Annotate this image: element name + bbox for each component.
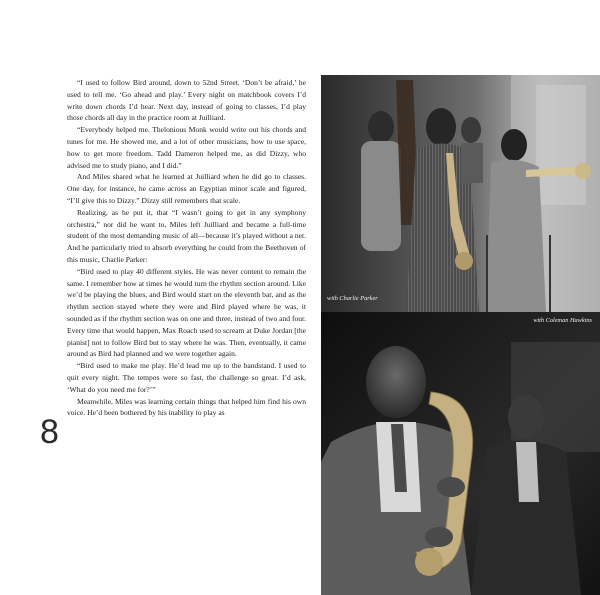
caption-coleman-hawkins: with Coleman Hawkins (533, 317, 592, 324)
page-number: 8 (40, 413, 59, 451)
paragraph: “Everybody helped me. Thelonious Monk would write out his chords and tunes for me. He showed me, and a lot of other musicians, how to use space, how to get more freedom. Tadd Dameron helped me, as did Dizzy, who advised me to study piano, and I did.” (67, 125, 306, 170)
photo-coleman-hawkins (321, 312, 600, 595)
body-text-column (67, 77, 306, 419)
paragraph: “I used to follow Bird around, down to 52nd Street. ‘Don’t be afraid,’ he used to tell me. ‘Go ahead and play.’ Every night on matchbook covers I’d write down chords I’d hear. Next day, instead of going to classes, I’d play those chords all day in the practice room at Juilliard. (67, 78, 306, 123)
paragraph: Realizing, as he put it, that “I wasn’t going to get in any symphony orchestra,” nor did he want to, Miles left Juilliard and became a full-time student of the most demanding music of all—because it’s played without a net. And he particularly tried to absorb everything he could from the Beethoven of this music, Charlie Parker: (67, 207, 306, 264)
paragraph: And Miles shared what he learned at Juilliard when he did go to classes. One day, for instance, he came across an Egyptian minor scale and figured, “I’ll give this to Dizzy.” Dizzy still remembers that scale. (67, 172, 306, 205)
photo-band-image (321, 75, 600, 312)
photo-saxophonist-image (321, 312, 600, 595)
caption-charlie-parker: with Charlie Parker (327, 295, 378, 302)
paragraph: “Bird used to make me play. He’d lead me up to the bandstand. I used to quit every night. The tempos were so fast, the challenge so great. I’d ask, ‘What do you need me for?’” (67, 361, 306, 394)
paragraph: “Bird used to play 40 different styles. He was never content to remain the same. I remember how at times he would turn the rhythm section around. Like we’d be playing the blues, and Bird would start on the eleventh bar, and as the rhythm section stayed where they were and Bird played where he was, it sounded as if the rhythm section was on one and three, instead of two and four. Every time that would happen, Max Roach used to scream at Duke Jordan [the pianist] not to follow Bird but to stay where he was. Then, eventually, it came around as Bird had planned and we were together again. (67, 266, 306, 359)
photo-charlie-parker (321, 75, 600, 312)
paragraph: Meanwhile, Miles was learning certain things that helped him find his own voice. He’d been bothered by his inability to play as (67, 396, 306, 418)
